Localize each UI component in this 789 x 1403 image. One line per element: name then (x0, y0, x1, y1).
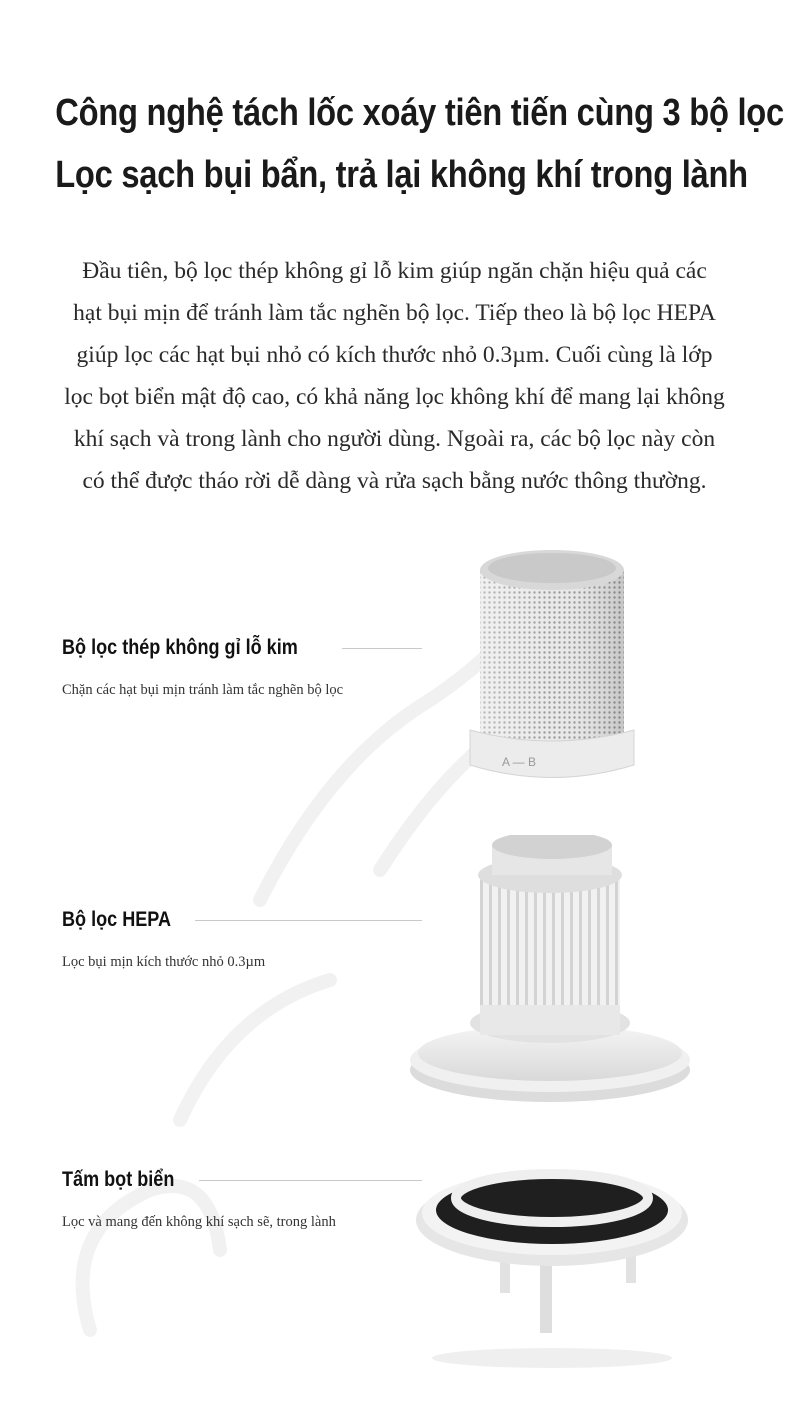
intro-line: lọc bọt biển mật độ cao, có khả năng lọc không khí để mang lại không (64, 384, 725, 410)
intro-line: giúp lọc các hạt bụi nhỏ có kích thước nhỏ 0.3µm. Cuối cùng là lớp (76, 342, 713, 368)
feature-title: Tấm bọt biển (62, 1168, 175, 1191)
feature-steel-filter (62, 636, 422, 699)
intro-line: Đầu tiên, bộ lọc thép không gỉ lỗ kim giúp ngăn chặn hiệu quả các (82, 258, 707, 284)
feature-description: Lọc và mang đến không khí sạch sẽ, trong lành (62, 1214, 336, 1230)
steel-mesh-filter-icon (462, 540, 642, 785)
feature-sponge-filter (62, 1168, 422, 1231)
hepa-filter-icon (408, 835, 693, 1105)
headline-line-1: Công nghệ tách lốc xoáy tiên tiến cùng 3 bộ lọc (55, 92, 784, 134)
feature-title: Bộ lọc HEPA (62, 908, 172, 931)
headline-line-2: Lọc sạch bụi bẩn, trả lại không khí trong lành (55, 154, 748, 196)
feature-description: Lọc bụi mịn kích thước nhỏ 0.3µm (62, 954, 266, 970)
divider-line (199, 1180, 422, 1181)
svg-text:A — B: A — B (502, 755, 537, 769)
feature-hepa-filter (62, 908, 422, 971)
page-headline (55, 82, 784, 206)
intro-paragraph (14, 250, 775, 502)
feature-title: Bộ lọc thép không gỉ lỗ kim (62, 636, 298, 659)
divider-line (195, 920, 422, 921)
intro-line: hạt bụi mịn để tránh làm tắc nghẽn bộ lọc. Tiếp theo là bộ lọc HEPA (73, 300, 716, 326)
intro-line: có thể được tháo rời dễ dàng và rửa sạch bằng nước thông thường. (82, 468, 707, 494)
divider-line (342, 648, 422, 649)
sponge-filter-icon (412, 1158, 692, 1373)
feature-description: Chặn các hạt bụi mịn tránh làm tắc nghẽn bộ lọc (62, 682, 344, 698)
intro-line: khí sạch và trong lành cho người dùng. Ngoài ra, các bộ lọc này còn (73, 426, 716, 452)
